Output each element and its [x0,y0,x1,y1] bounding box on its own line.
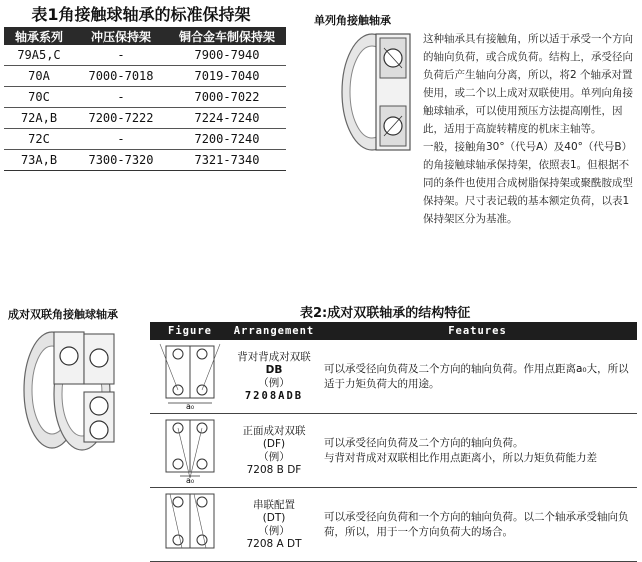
features-dt: 可以承受径向负荷和一个方向的轴向负荷。以二个轴承承受轴向负荷，所以，用于一个方向负荷大的场合。 [318,488,637,562]
table-cell: - [74,87,168,108]
arrangement-example: （例） [258,524,290,537]
features-df [318,414,637,488]
single-row-description [423,30,637,228]
arrangement-model: 7208 A DT [246,537,302,550]
table-cell: 70A [4,66,74,87]
arrangement-model: 7208 B DF [246,463,302,476]
table-cell: 7224-7240 [168,108,286,129]
single-row-para2: 一般，接触角30°（代号A）及40°（代号B）的角接触球轴承保持架，依照表1。但根据不同的条件也使用合成树脂保持架或聚酰胺成型保持架。尺寸表记载的基本额定负荷，以表1 保持架区分为基准。 [423,141,633,225]
table-cell: 7000-7022 [168,87,286,108]
table2-header-row [150,322,637,340]
single-row-para1: 这种轴承具有接触角，所以适于承受一个方向的轴向负荷，或合成负荷。结构上，承受径向负荷后产生轴向分离，所以，将2 个轴承对置使用，或二个以上成对双联使用。单列向角接触球轴承，可以使用预压方法提高刚性，因此，适用于高旋转精度的机床主轴等。 [423,33,633,135]
table-cell: 7900-7940 [168,45,286,66]
table1-header-pressed: 冲压保持架 [74,27,168,45]
table1-title: 表1角接触球轴承的标准保持架 [31,5,251,24]
arrangement-name: 正面成对双联 [242,424,306,437]
arrangement-example: （例） [258,450,290,463]
arrangement-model: 7208ADB [244,389,304,402]
table2 [150,322,637,562]
table1-header-row [4,27,286,45]
fig-label-a0: a₀ [185,476,195,484]
features-db: 可以承受径向负荷及二个方向的轴向负荷。作用点距离a₀大，所以适于力矩负荷大的用途。 [318,340,637,414]
table-row [4,108,286,129]
df-arrangement-diagram [150,414,230,484]
dt-arrangement-diagram [150,488,230,558]
arrangement-code: (DF) [262,437,286,450]
table-row [4,45,286,66]
arrangement-name: 背对背成对双联 [237,350,311,363]
table-cell: 72C [4,129,74,150]
table-cell: - [74,45,168,66]
table-cell: 73A,B [4,150,74,171]
table2-header-arrangement: Arrangement [230,322,318,340]
table1-header-machined: 铜合金车制保持架 [168,27,286,45]
table-cell: 7200-7222 [74,108,168,129]
table2-title: 表2:成对双联轴承的结构特征 [300,306,471,321]
figure-df [150,414,230,488]
table2-header-figure: Figure [150,322,230,340]
figure-db [150,340,230,414]
table1 [4,27,286,171]
table-cell: 7019-7040 [168,66,286,87]
single-row-bearing-illustration [332,30,418,154]
single-row-title: 单列角接触轴承 [314,14,391,27]
table-cell: 7000-7018 [74,66,168,87]
db-arrangement-diagram [150,340,230,410]
table-row [4,87,286,108]
table-row [150,488,637,562]
fig-label-a0: a₀ [185,402,195,410]
table-cell: 72A,B [4,108,74,129]
arrangement-df [230,414,318,488]
arrangement-db [230,340,318,414]
figure-dt [150,488,230,562]
table-cell: 7200-7240 [168,129,286,150]
table-row [4,150,286,171]
table2-header-features: Features [318,322,637,340]
table-row [150,414,637,488]
table-row [4,66,286,87]
table-cell: - [74,129,168,150]
paired-bearing-illustration [12,326,132,454]
arrangement-code: DB [265,363,283,376]
table1-header-series: 轴承系列 [4,27,74,45]
table-row [4,129,286,150]
table-cell: 70C [4,87,74,108]
table-cell: 7300-7320 [74,150,168,171]
table-cell: 7321-7340 [168,150,286,171]
arrangement-code: (DT) [262,511,286,524]
arrangement-example: （例） [258,376,290,389]
feature-line1: 可以承受径向负荷及二个方向的轴向负荷。 [324,436,524,449]
feature-line2: 与背对背成对双联相比作用点距离小，所以力矩负荷能力差 [324,451,597,464]
arrangement-dt [230,488,318,562]
table-row [150,340,637,414]
table-cell: 79A5,C [4,45,74,66]
paired-title: 成对双联角接触球轴承 [8,308,118,321]
arrangement-name: 串联配置 [253,498,295,511]
